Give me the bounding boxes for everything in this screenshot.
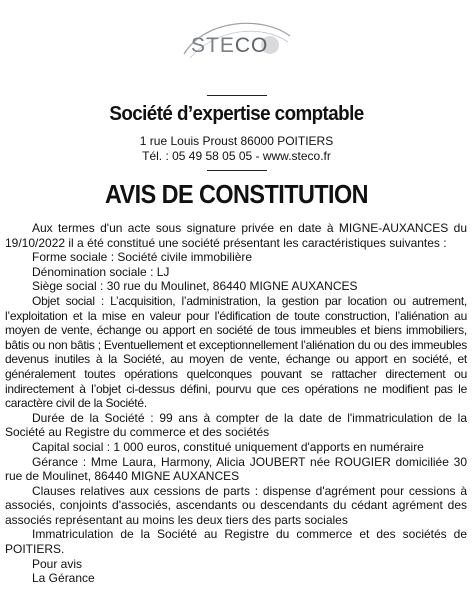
firm-address: 1 rue Louis Proust 86000 POITIERS (139, 134, 334, 148)
logo-text: STECO (191, 34, 269, 57)
duree-societe: Durée de la Société : 99 ans à compter de la date de l'immatriculation de la Société au Registre du commerce et des sociétés (5, 410, 467, 440)
intro-paragraph: Aux termes d'un acte sous signature privée en date à MIGNE-AUXANCES du 19/10/2022 il a été constitué une société présentant les caractéristiques suivantes : (5, 221, 467, 250)
steco-logo (176, 14, 296, 70)
siege-social: Siège social : 30 rue du Moulinet, 86440 MIGNE AUXANCES (32, 279, 358, 294)
divider-mid (207, 170, 267, 171)
signature: La Gérance (32, 571, 95, 586)
notice-body (5, 221, 467, 586)
immatriculation: Immatriculation de la Société au Registre du commerce et des sociétés de POITIERS. (5, 527, 467, 557)
forme-sociale: Forme sociale : Société civile immobilière (32, 250, 253, 265)
firm-contact: Tél. : 05 49 58 05 05 - www.steco.fr (142, 149, 331, 163)
gerance: Gérance : Mme Laura, Harmony, Alicia JOUBERT née ROUGIER domiciliée 30 rue de Moulinet, 86440 MIGNE AUXANCES (5, 454, 467, 484)
notice-title: AVIS DE CONSTITUTION (104, 179, 369, 209)
pour-avis: Pour avis (32, 556, 83, 571)
denomination-sociale: Dénomination sociale : LJ (32, 264, 170, 279)
capital-social: Capital social : 1 000 euros, constitué uniquement d'apports en numéraire (32, 439, 424, 454)
objet-social: Objet social : L’acquisition, l’administration, la gestion par location ou autrement, l’exploitation et la mise en valeur pour l’édification de toute construction, l’aliénation au moyen de vente, échange ou apport en société de tous immeubles et biens immobiliers, bâtis ou non bâtis ; Eventuellement et exceptionnellement l’aliénation du ou des immeubles devenus inutiles à la Société, au moyen de vente, échange ou apport en société, et généralement toutes opérations quelconques pouvant se rattacher directement ou indirectement à l’objet ci-dessus défini, pourvu que ces opérations ne modifient pas le caractère civil de la Société. (5, 293, 467, 411)
firm-name: Société d’expertise comptable (109, 103, 364, 125)
divider-top (207, 95, 267, 96)
clauses-cessions: Clauses relatives aux cessions de parts : dispense d'agrément pour cessions à associés, conjoints d'associés, ascendants ou descendants du cédant agrément des associés représentant au moins les deux tiers des parts sociales (5, 483, 467, 527)
